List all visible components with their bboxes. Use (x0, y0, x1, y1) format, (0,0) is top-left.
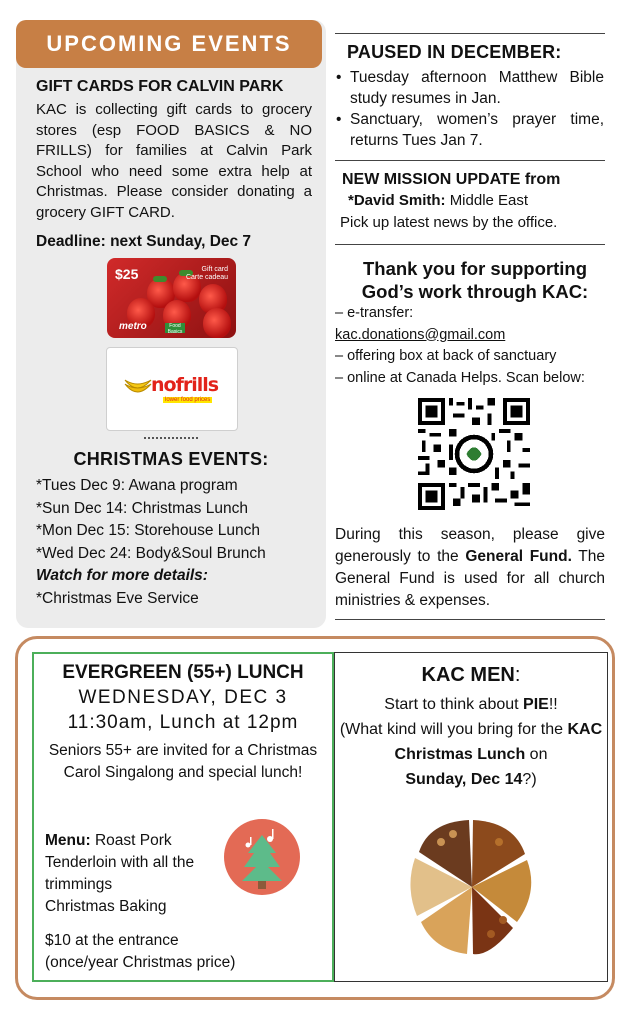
list-item: *Tues Dec 9: Awana program (36, 477, 238, 494)
mission-region: Middle East (449, 192, 529, 209)
christmas-events-list (36, 475, 266, 610)
mission-update-name-line (348, 192, 528, 209)
list-item: *Sun Dec 14: Christmas Lunch (36, 499, 248, 517)
evergreen-price: $10 at the entrance (once/year Christmas price) (45, 932, 236, 971)
general-fund-note: During this season, please give generously to the General Fund. The General Fund is used for all church ministries & expenses. (335, 526, 605, 609)
qr-code-icon[interactable] (418, 398, 530, 510)
banana-icon (123, 374, 153, 394)
metro-logo: metro (119, 321, 147, 332)
evergreen-title: EVERGREEN (55+) LUNCH (62, 662, 304, 683)
list-item: • Tuesday afternoon Matthew Bible study resumes in Jan. (336, 67, 604, 109)
giving-options (335, 303, 585, 389)
divider (335, 619, 605, 620)
gift-cards-title: GIFT CARDS FOR CALVIN PARK (36, 78, 284, 95)
card-gift-label: Gift card Carte cadeau (185, 266, 228, 281)
evergreen-date: WEDNESDAY, DEC 3 (78, 687, 288, 708)
evergreen-time: 11:30am, Lunch at 12pm (67, 712, 299, 733)
etransfer-line: – e-transfer: (335, 305, 414, 321)
strawberry-icon (203, 308, 231, 338)
gift-cards-body: KAC is collecting gift cards to grocery stores (esp FOOD BASICS & NO FRILLS) for families at Calvin Park School who need some extra help at Christmas. Please consider donating a grocery GIFT CARD. (36, 101, 312, 221)
list-item: *Mon Dec 15: Storehouse Lunch (36, 522, 261, 539)
paused-list (336, 67, 604, 151)
nofrills-gift-card-image (106, 347, 238, 431)
mission-pickup-note: Pick up latest news by the office. (340, 214, 558, 231)
paused-title: PAUSED IN DECEMBER: (347, 42, 562, 62)
food-basics-logo: Food Basics (165, 323, 185, 333)
christmas-tree-music-icon (224, 819, 300, 895)
gift-cards-deadline: Deadline: next Sunday, Dec 7 (36, 233, 252, 250)
kac-men-body: Start to think about PIE!! (What kind will you bring for the KAC Christmas Lunch on Sunday, Dec 14?) (339, 696, 603, 788)
menu-label: Menu: (45, 832, 91, 849)
watch-note: Watch for more details: (36, 567, 208, 584)
divider (335, 244, 605, 245)
mission-update-title: NEW MISSION UPDATE from (342, 171, 561, 188)
offering-line: – offering box at back of sanctuary (335, 348, 557, 364)
missionary-name: *David Smith: (348, 192, 446, 209)
list-item: • Sanctuary, women’s prayer time, returns Tues Jan 7. (336, 109, 604, 151)
divider (144, 437, 198, 439)
evergreen-description: Seniors 55+ are invited for a Christmas Carol Singalong and special lunch! (48, 742, 318, 781)
upcoming-events-header: UPCOMING EVENTS (16, 20, 322, 68)
nofrills-logo: nofrills (151, 374, 219, 396)
general-fund-bold: General Fund. (465, 548, 572, 565)
nofrills-tagline: lower food prices (165, 397, 211, 403)
thank-you-title: Thank you for supporting God’s work through KAC: (361, 258, 589, 302)
divider (335, 160, 605, 161)
metro-gift-card-image (107, 258, 236, 338)
donation-email-link[interactable]: kac.donations@gmail.com (335, 326, 506, 343)
pie-slices-image (399, 812, 545, 962)
list-item: *Wed Dec 24: Body&Soul Brunch (36, 544, 266, 562)
kac-men-title: KAC MEN: (421, 664, 521, 686)
evergreen-menu: Menu: Roast Pork Tenderloin with all the trimmings Christmas Baking (45, 832, 195, 915)
list-item: *Christmas Eve Service (36, 589, 199, 607)
card-value: $25 (115, 266, 139, 282)
online-line: – online at Canada Helps. Scan below: (335, 369, 585, 386)
divider (335, 33, 605, 34)
christmas-events-title: CHRISTMAS EVENTS: (73, 449, 269, 469)
